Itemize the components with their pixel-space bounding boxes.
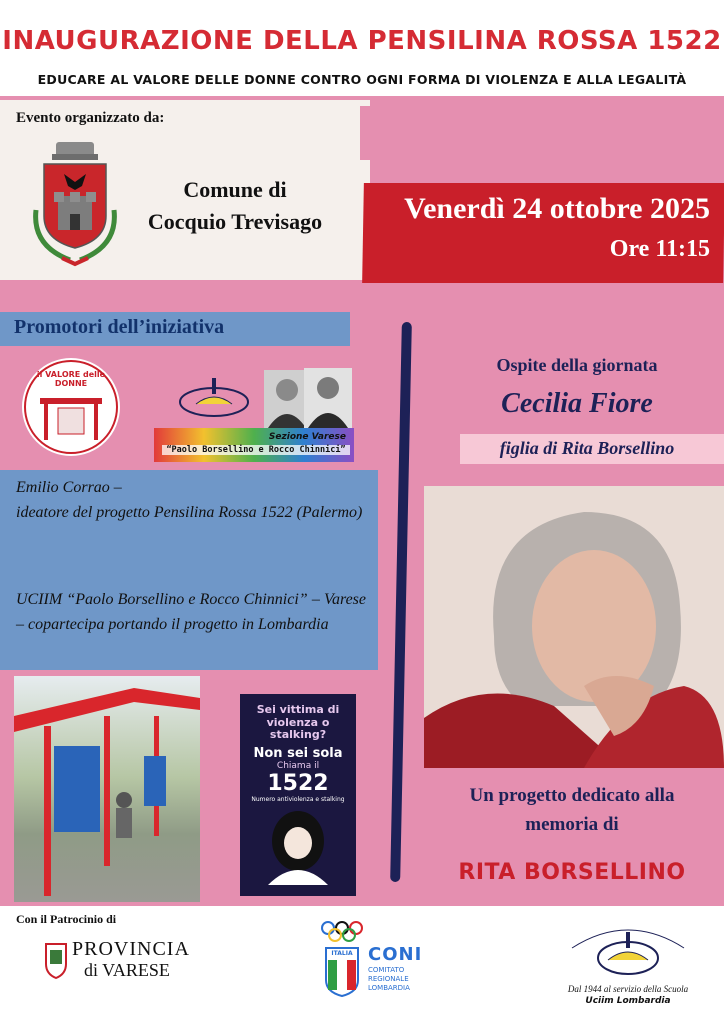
project-dedication-line1: Un progetto dedicato alla: [469, 785, 675, 806]
organizer-name-line2: Cocquio Trevisago: [147, 208, 323, 234]
shelter-photo: [14, 676, 200, 902]
event-date: Venerdì 24 ottobre 2025: [404, 192, 710, 225]
coni-sub-1: COMITATO: [368, 966, 405, 974]
uciim-varese-banner-line1: Sezione Varese: [268, 432, 346, 442]
provincia-crest-icon: [44, 940, 68, 980]
uciim-motto: Dal 1944 al servizio della Scuola: [567, 984, 689, 994]
organizer-name: [140, 174, 330, 238]
uciim-lombardia-name: Uciim Lombardia: [585, 996, 671, 1006]
event-time: Ore 11:15: [609, 236, 710, 262]
provincia-line1: PROVINCIA: [72, 938, 190, 960]
promoter-1-text: [16, 476, 366, 526]
decor-band: [360, 106, 724, 160]
valore-donne-logo-text: il VALORE delle DONNE: [36, 370, 106, 388]
page-subtitle: EDUCARE AL VALORE DELLE DONNE CONTRO OGNI FORMA DI VIOLENZA E ALLA LEGALITÀ: [37, 72, 687, 87]
rita-borsellino-portrait: [424, 486, 724, 768]
promoter-2-text: UCIIM “Paolo Borsellino e Rocco Chinnici” – Varese – copartecipa portando il progetto in Lombardia: [16, 591, 366, 633]
poster-question: Sei vittima di violenza o stalking?: [256, 703, 340, 742]
promoter-1-name: Emilio Corrao –: [16, 479, 122, 496]
coni-sub-3: LOMBARDIA: [368, 984, 410, 992]
guest-name: Cecilia Fiore: [501, 388, 653, 419]
helpline-poster: [240, 694, 356, 896]
uciim-varese-banner-line2: “Paolo Borsellino e Rocco Chinnici”: [162, 445, 350, 455]
patronage-label: Con il Patrocinio di: [16, 912, 117, 926]
guest-label: Ospite della giornata: [496, 355, 658, 375]
organizer-label: Evento organizzato da:: [16, 110, 165, 126]
woman-illustration-icon: [240, 805, 356, 885]
olympic-rings-icon: [320, 920, 364, 944]
provincia-varese-logo: [44, 936, 194, 986]
italia-label: ITALIA: [331, 950, 353, 957]
coni-label: CONI: [368, 944, 423, 965]
organizer-name-line1: Comune di: [183, 177, 287, 202]
provincia-line2: di VARESE: [84, 960, 170, 980]
valore-donne-logo: [22, 358, 120, 456]
coni-logo: [318, 920, 428, 1000]
uciim-lombardia-logo: [560, 918, 696, 1018]
uciim-varese-logo: [166, 372, 262, 422]
promoter-1-role: ideatore del progetto Pensilina Rossa 1522 (Palermo): [16, 503, 363, 521]
memorial-name: RITA BORSELLINO: [458, 860, 686, 885]
coni-sub-2: REGIONALE: [368, 975, 409, 983]
coat-of-arms-icon: [22, 136, 128, 270]
project-dedication-line2: memoria di: [525, 813, 619, 835]
poster-number: 1522: [267, 770, 329, 796]
page-title: INAUGURAZIONE DELLA PENSILINA ROSSA 1522: [2, 26, 722, 56]
poster-not-alone: Non sei sola: [253, 745, 343, 761]
project-dedication: [420, 782, 724, 839]
poster-call-label: Chiama il: [276, 760, 320, 771]
portrait-chinnici-icon: [304, 368, 352, 428]
uciim-emblem-icon: [560, 918, 696, 984]
guest-relation: figlia di Rita Borsellino: [499, 438, 675, 458]
uciim-varese-banner: [154, 428, 354, 462]
poster-number-caption: Numero antiviolenza e stalking: [251, 795, 345, 803]
promoters-heading: Promotori dell’iniziativa: [14, 316, 225, 338]
